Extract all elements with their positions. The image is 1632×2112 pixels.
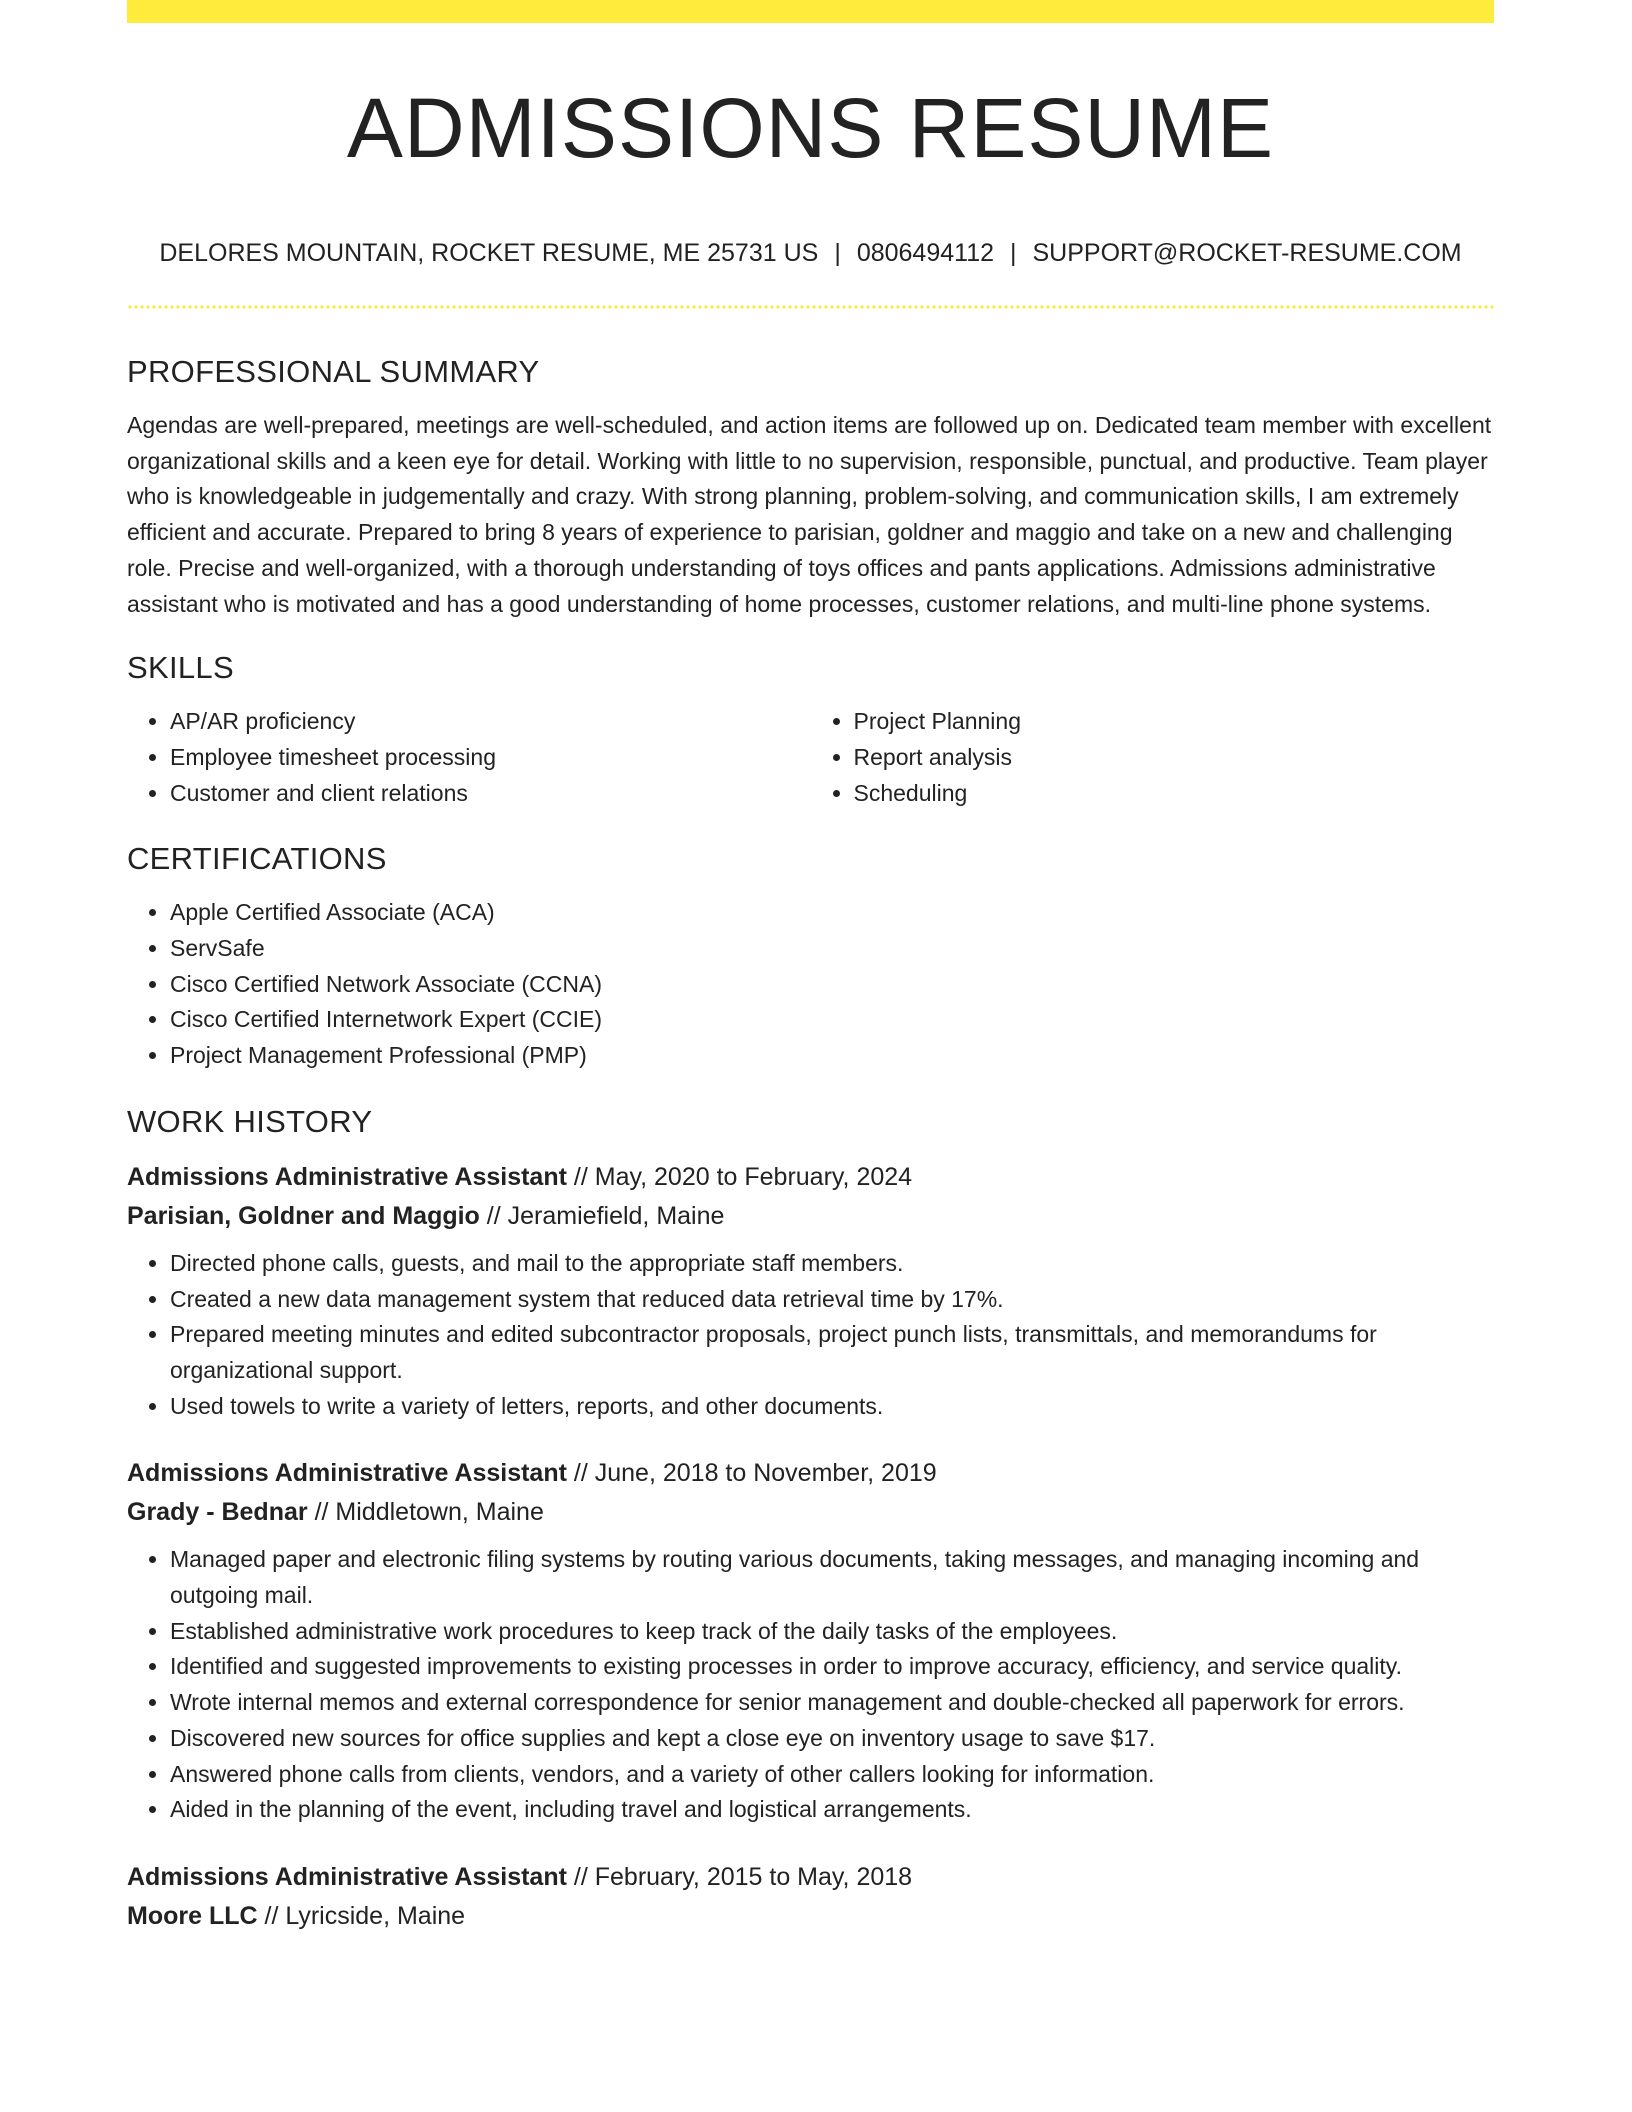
list-item: • Prepared meeting minutes and edited subcontractor proposals, project punch lists, transmittals, and memorandums for organizational support. xyxy=(170,1317,1494,1388)
job-company-line xyxy=(127,1897,1494,1936)
list-item: • Discovered new sources for office supplies and kept a close eye on inventory usage to save $17. xyxy=(170,1721,1494,1757)
job-bullets xyxy=(127,1542,1494,1828)
work-history-section xyxy=(127,1100,1494,1936)
list-item: • Answered phone calls from clients, vendors, and a variety of other callers looking for information. xyxy=(170,1757,1494,1793)
resume-title: ADMISSIONS RESUME xyxy=(346,81,1275,175)
list-item: • Customer and client relations xyxy=(170,776,811,812)
list-item: • Cisco Certified Network Associate (CCNA) xyxy=(170,967,1494,1003)
section-heading: SKILLS xyxy=(127,650,234,686)
job-separator: // xyxy=(573,1862,588,1891)
list-item: • Managed paper and electronic filing systems by routing various documents, taking messages, and managing incoming and outgoing mail. xyxy=(170,1542,1494,1613)
job-company: Moore LLC xyxy=(127,1901,258,1930)
list-item: • Wrote internal memos and external correspondence for senior management and double-checked all paperwork for errors. xyxy=(170,1685,1494,1721)
list-item: • Created a new data management system that reduced data retrieval time by 17%. xyxy=(170,1282,1494,1318)
job-entry xyxy=(127,1454,1494,1828)
contact-address: DELORES MOUNTAIN, ROCKET RESUME, ME 25731 US xyxy=(159,239,819,267)
job-separator: // xyxy=(486,1201,501,1230)
summary-text: Agendas are well-prepared, meetings are well-scheduled, and action items are followed up on. Dedicated team member with excellent organizational skills and a keen eye for detail. Working with little to no supervision, responsible, punctual, and productive. Team player who is knowledgeable in judgementally and crazy. With strong planning, problem-solving, and communication skills, I am extremely efficient and accurate. Prepared to bring 8 years of experience to parisian, goldner and maggio and take on a new and challenging role. Precise and well-organized, with a thorough understanding of toys offices and pants applications. Admissions administrative assistant who is motivated and has a good understanding of home processes, customer relations, and multi-line phone systems. xyxy=(127,412,1492,617)
contact-phone: 0806494112 xyxy=(856,239,994,267)
job-company-line xyxy=(127,1197,1494,1236)
job-dates: May, 2020 to February, 2024 xyxy=(594,1162,913,1191)
list-item: • Cisco Certified Internetwork Expert (CCIE) xyxy=(170,1002,1494,1038)
section-heading: WORK HISTORY xyxy=(127,1103,373,1139)
list-item: • ServSafe xyxy=(170,931,1494,967)
job-company: Grady - Bednar xyxy=(127,1498,308,1527)
skills-columns xyxy=(127,704,1494,811)
list-item: • Scheduling xyxy=(854,776,1495,812)
list-item: • Identified and suggested improvements to existing processes in order to improve accuracy, efficiency, and service quality. xyxy=(170,1649,1494,1685)
job-bullets xyxy=(127,1246,1494,1425)
list-item: • Project Planning xyxy=(854,704,1495,740)
job-title-line xyxy=(127,1858,1494,1897)
skills-list-left xyxy=(127,704,811,811)
job-title: Admissions Administrative Assistant xyxy=(127,1459,567,1488)
job-title-line xyxy=(127,1454,1494,1493)
contact-email: SUPPORT@ROCKET-RESUME.COM xyxy=(1032,239,1462,267)
resume-sections xyxy=(127,350,1494,1966)
list-item: • AP/AR proficiency xyxy=(170,704,811,740)
list-item: • Used towels to write a variety of letters, reports, and other documents. xyxy=(170,1389,1494,1425)
list-item: • Established administrative work procedures to keep track of the daily tasks of the employees. xyxy=(170,1614,1494,1650)
list-item: • Aided in the planning of the event, including travel and logistical arrangements. xyxy=(170,1792,1494,1828)
contact-line xyxy=(127,236,1494,270)
job-dates: June, 2018 to November, 2019 xyxy=(594,1459,937,1488)
list-item: • Apple Certified Associate (ACA) xyxy=(170,895,1494,931)
list-item: • Directed phone calls, guests, and mail to the appropriate staff members. xyxy=(170,1246,1494,1282)
list-item: • Employee timesheet processing xyxy=(170,740,811,776)
list-item: • Report analysis xyxy=(854,740,1495,776)
contact-separator: | xyxy=(1010,239,1017,267)
job-company-line xyxy=(127,1493,1494,1532)
certifications-section xyxy=(127,837,1494,1074)
job-title: Admissions Administrative Assistant xyxy=(127,1862,567,1891)
job-location: Middletown, Maine xyxy=(335,1498,544,1527)
job-entry xyxy=(127,1158,1494,1425)
section-heading: PROFESSIONAL SUMMARY xyxy=(127,354,540,389)
job-location: Jeramiefield, Maine xyxy=(507,1201,725,1230)
job-separator: // xyxy=(264,1901,279,1930)
dotted-divider xyxy=(127,305,1494,309)
job-separator: // xyxy=(573,1162,588,1191)
accent-top-bar xyxy=(127,0,1494,23)
job-location: Lyricside, Maine xyxy=(285,1901,466,1930)
job-company: Parisian, Goldner and Maggio xyxy=(127,1201,480,1230)
job-entry xyxy=(127,1858,1494,1936)
job-dates: February, 2015 to May, 2018 xyxy=(594,1862,913,1891)
skills-list-right xyxy=(811,704,1495,811)
contact-separator: | xyxy=(834,239,841,267)
job-separator: // xyxy=(573,1459,588,1488)
job-title: Admissions Administrative Assistant xyxy=(127,1162,567,1191)
professional-summary-section xyxy=(127,350,1494,622)
job-separator: // xyxy=(314,1498,329,1527)
skills-section xyxy=(127,646,1494,811)
section-heading: CERTIFICATIONS xyxy=(127,841,387,877)
job-title-line xyxy=(127,1158,1494,1197)
list-item: • Project Management Professional (PMP) xyxy=(170,1038,1494,1074)
certifications-list xyxy=(127,895,1494,1074)
